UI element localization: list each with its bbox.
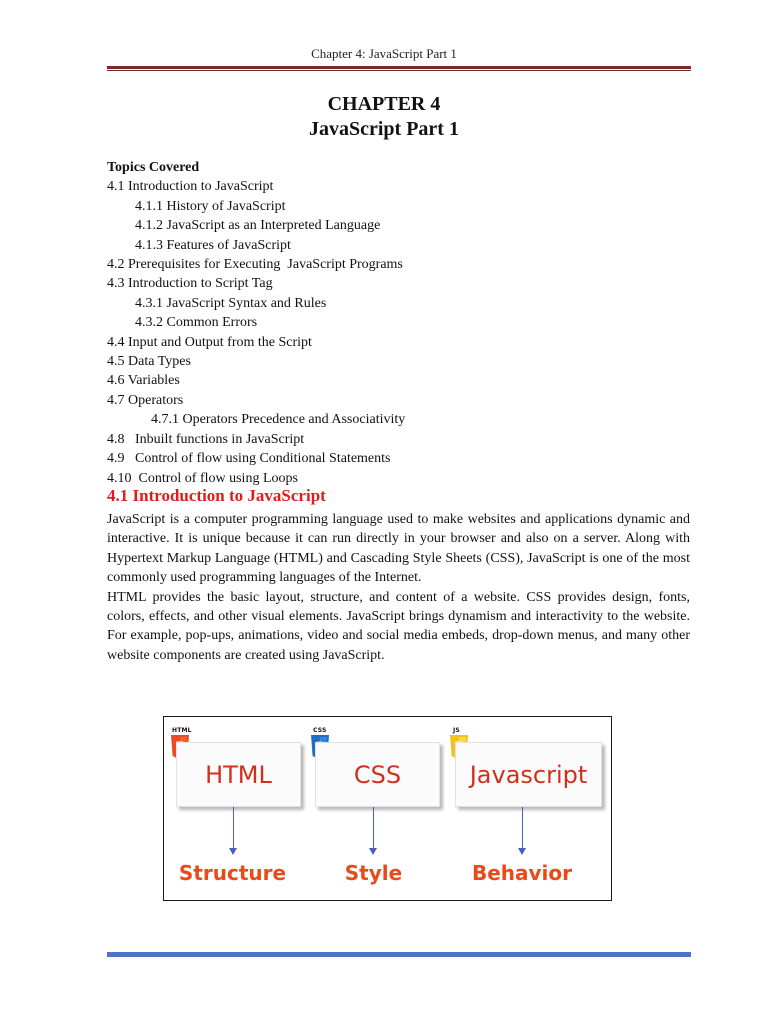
toc-item: 4.3.2 Common Errors	[135, 315, 258, 331]
section-body	[107, 510, 690, 665]
header-rule	[107, 66, 691, 69]
toc-item: 4.3 Introduction to Script Tag	[107, 276, 273, 292]
toc-item: 4.9 Control of flow using Conditional Statements	[107, 451, 391, 467]
html-result-label: Structure	[178, 861, 287, 885]
css-box-label: CSS	[353, 760, 402, 789]
toc-item: 4.3.1 JavaScript Syntax and Rules	[135, 295, 327, 311]
toc-item: 4.8 Inbuilt functions in JavaScript	[107, 431, 305, 447]
toc-item: 4.1.3 Features of JavaScript	[135, 237, 291, 253]
css-badge-tag: CSS	[313, 727, 327, 734]
running-header: Chapter 4: JavaScript Part 1	[311, 46, 457, 61]
toc-item: 4.7 Operators	[107, 392, 184, 408]
toc-heading: Topics Covered	[107, 160, 200, 175]
footer-rule	[107, 952, 691, 957]
toc-item: 4.6 Variables	[107, 373, 180, 389]
paragraph: HTML provides the basic layout, structure, and content of a website. CSS provides design, fonts, colors, effects, and other visual elements. JavaScript brings dynamism and interactivity to the website. For example, pop-ups, animations, video and social media embeds, drop-down menus, and many other website components are created using JavaScript.	[107, 589, 690, 663]
html-arrow-line	[233, 807, 234, 849]
css-arrowhead	[369, 848, 377, 855]
toc-item: 4.5 Data Types	[107, 354, 191, 370]
html-box-label: HTML	[205, 760, 272, 789]
html-arrowhead	[229, 848, 237, 855]
chapter-title-block	[0, 92, 768, 142]
chapter-subtitle: JavaScript Part 1	[309, 118, 459, 140]
topics-covered	[107, 158, 697, 488]
javascript-box-label: Javascript	[469, 760, 588, 789]
toc-item: 4.2 Prerequisites for Executing JavaScript Programs	[107, 257, 403, 273]
section-heading: 4.1 Introduction to JavaScript	[107, 486, 326, 505]
js-badge-tag: JS	[453, 727, 460, 734]
toc-item: 4.1.2 JavaScript as an Interpreted Language	[135, 218, 381, 234]
toc-item: 4.10 Control of flow using Loops	[107, 470, 298, 486]
toc-item: 4.1.1 History of JavaScript	[135, 198, 286, 214]
js-arrow-line	[522, 807, 523, 849]
css-result-label: Style	[344, 861, 403, 885]
js-result-label: Behavior	[471, 861, 573, 885]
javascript-box	[455, 742, 602, 807]
toc-item: 4.4 Input and Output from the Script	[107, 334, 312, 350]
html-box	[176, 742, 301, 807]
toc-item: 4.1 Introduction to JavaScript	[107, 179, 274, 195]
chapter-number: CHAPTER 4	[327, 93, 441, 115]
paragraph: JavaScript is a computer programming language used to make websites and applications dynamic and interactive. It is unique because it can run directly in your browser and also on a server. Along with Hypertext Markup Language (HTML) and Cascading Style Sheets (CSS), JavaScript is one of the most commonly used programming languages of the Internet.	[107, 512, 690, 586]
css-box	[315, 742, 440, 807]
js-arrowhead	[518, 848, 526, 855]
toc-item: 4.7.1 Operators Precedence and Associativity	[151, 412, 406, 428]
header-rule-thin	[107, 70, 691, 71]
css-arrow-line	[373, 807, 374, 849]
html-css-js-diagram	[163, 716, 612, 901]
html-badge-tag: HTML	[172, 727, 192, 734]
